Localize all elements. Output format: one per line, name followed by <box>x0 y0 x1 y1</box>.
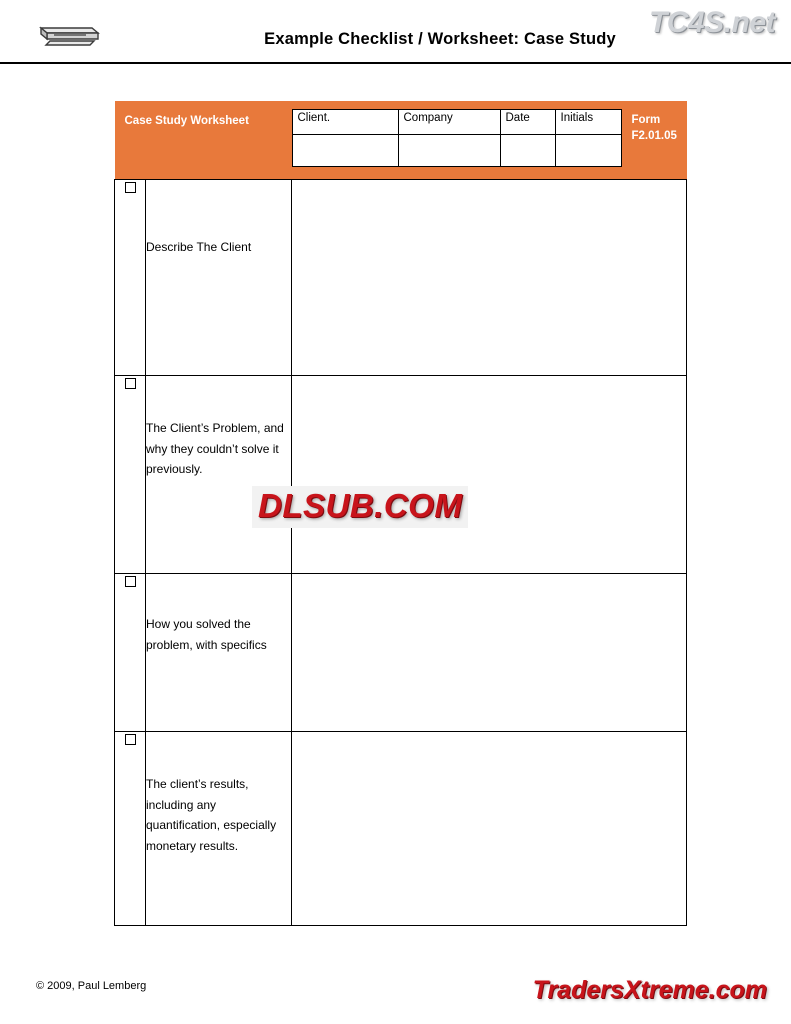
row-label-3: How you solved the problem, with specifics <box>146 574 292 732</box>
table-row <box>115 732 687 926</box>
checkbox-icon[interactable] <box>125 576 136 587</box>
row-checkbox-2[interactable] <box>115 376 146 574</box>
meta-header-client: Client. <box>292 110 398 135</box>
meta-header-row <box>292 110 621 135</box>
meta-table <box>292 109 622 167</box>
meta-header-date: Date <box>500 110 555 135</box>
meta-value-initials[interactable] <box>555 135 621 167</box>
meta-value-date[interactable] <box>500 135 555 167</box>
row-label-2: The Client’s Problem, and why they couldn’t solve it previously. <box>146 376 292 574</box>
row-answer-3[interactable] <box>292 574 687 732</box>
form-label: Form <box>631 114 661 126</box>
worksheet-band-title: Case Study Worksheet <box>124 115 249 127</box>
watermark-top: TC4S.net <box>648 6 775 39</box>
checkbox-icon[interactable] <box>125 378 136 389</box>
checkbox-icon[interactable] <box>125 182 136 193</box>
checkbox-icon[interactable] <box>125 734 136 745</box>
worksheet-header-band <box>115 101 687 180</box>
table-row <box>115 574 687 732</box>
worksheet-meta-cell <box>292 101 687 180</box>
worksheet-title-cell <box>115 101 292 180</box>
watermark-center: DLSUB.COM <box>252 486 468 528</box>
meta-value-row <box>292 135 621 167</box>
case-study-worksheet <box>114 101 687 926</box>
meta-header-initials: Initials <box>555 110 621 135</box>
row-answer-1[interactable] <box>292 180 687 376</box>
watermark-bottom: TradersXtreme.com <box>532 976 767 1004</box>
page-title: Example Checklist / Worksheet: Case Study <box>264 30 616 48</box>
meta-header-company: Company <box>398 110 500 135</box>
row-answer-4[interactable] <box>292 732 687 926</box>
meta-value-company[interactable] <box>398 135 500 167</box>
form-number: F2.01.05 <box>631 129 677 142</box>
company-logo-icon <box>36 22 102 52</box>
copyright-notice: © 2009, Paul Lemberg <box>36 980 147 992</box>
table-row <box>115 376 687 574</box>
page-header <box>0 0 791 72</box>
row-label-4: The client’s results, including any quantification, especially monetary results. <box>146 732 292 926</box>
meta-value-client[interactable] <box>292 135 398 167</box>
row-checkbox-1[interactable] <box>115 180 146 376</box>
row-answer-2[interactable] <box>292 376 687 574</box>
header-divider <box>0 62 791 64</box>
row-checkbox-4[interactable] <box>115 732 146 926</box>
row-label-1: Describe The Client <box>146 180 292 376</box>
table-row <box>115 180 687 376</box>
row-checkbox-3[interactable] <box>115 574 146 732</box>
